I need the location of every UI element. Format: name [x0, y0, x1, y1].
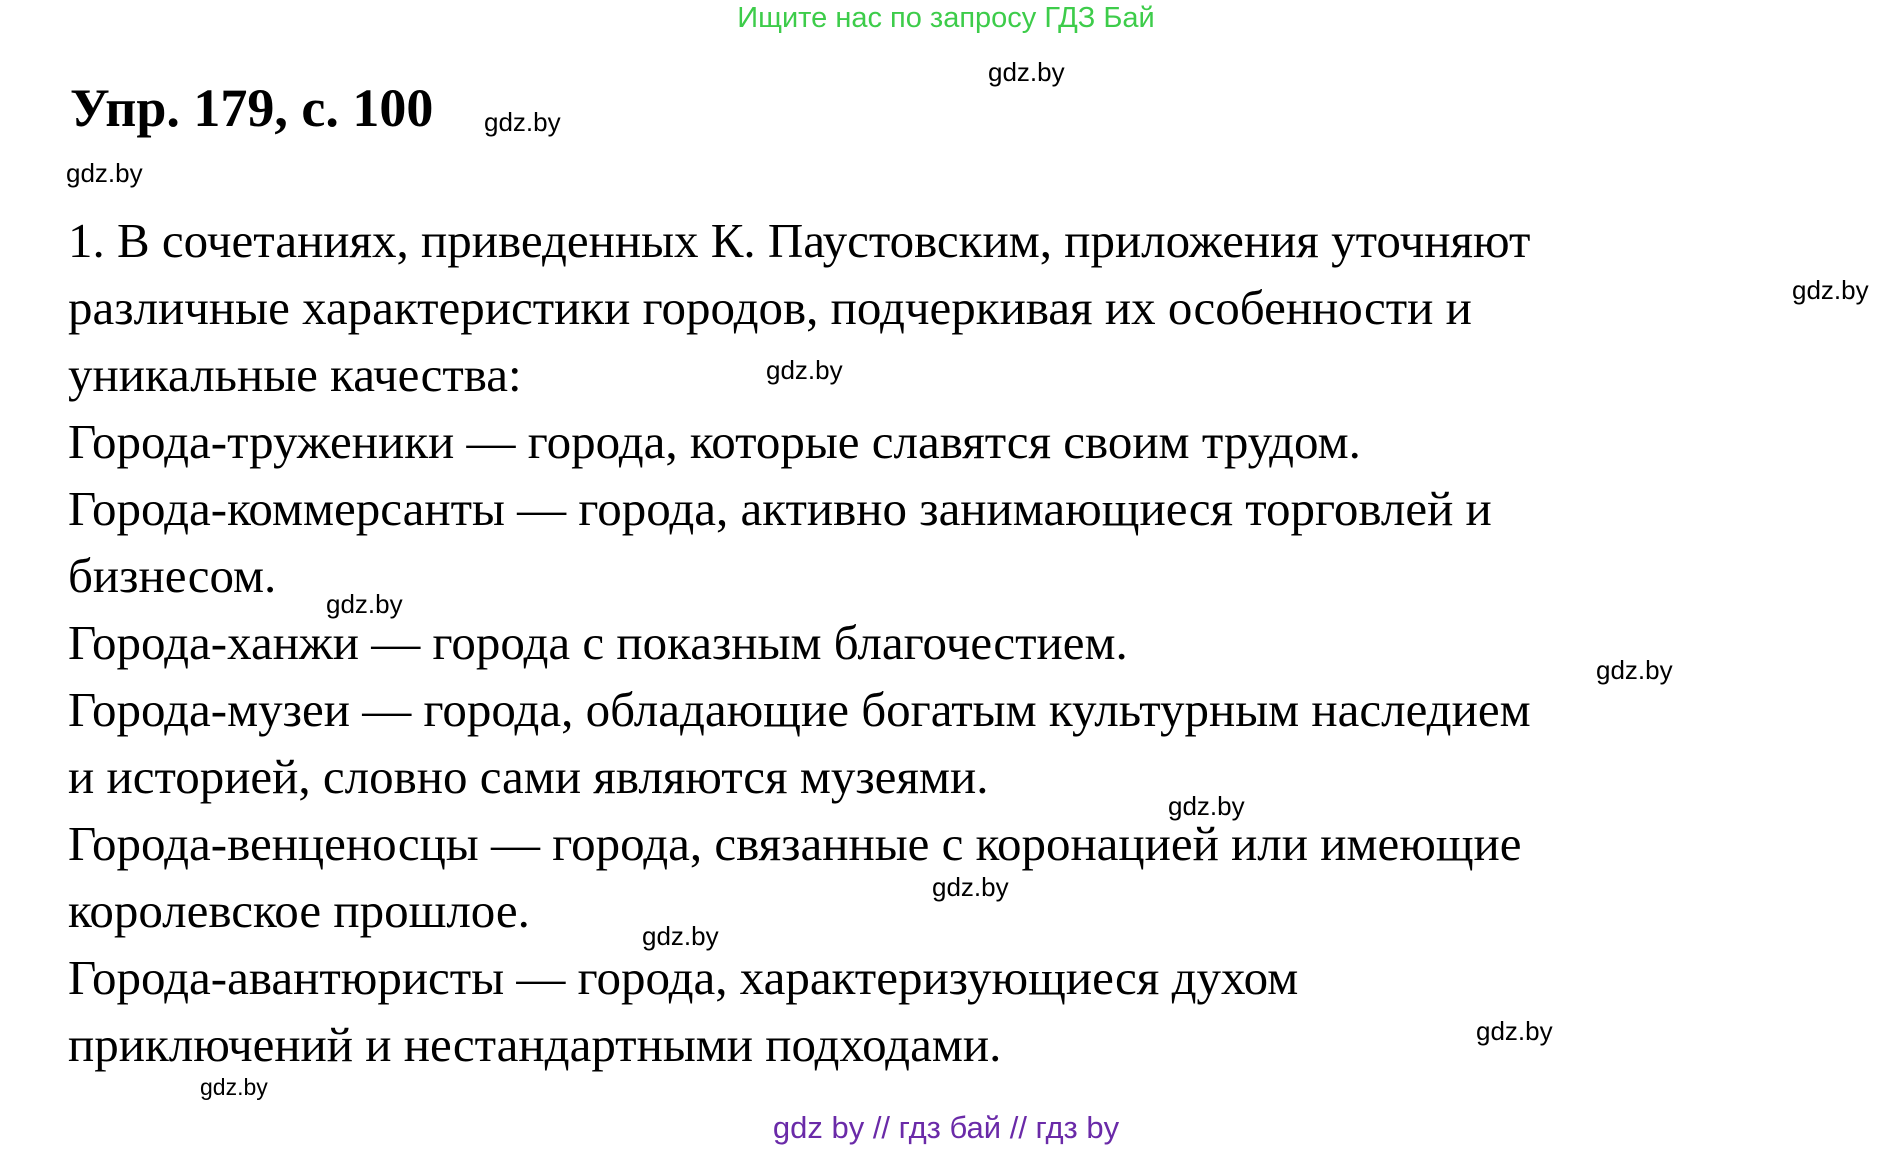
watermark: gdz.by: [1596, 655, 1673, 685]
text-line: уникальные качества:: [68, 347, 522, 402]
text-line: различные характеристики городов, подчеркивая их особенности и: [68, 280, 1472, 335]
watermark: gdz.by: [200, 1074, 268, 1100]
text-line: приключений и нестандартными подходами.: [68, 1017, 1002, 1072]
text-line: Города-музеи — города, обладающие богатым культурным наследием: [68, 682, 1531, 737]
footer-links: gdz by // гдз бай // гдз by: [772, 1110, 1120, 1145]
watermark: gdz.by: [1792, 275, 1869, 305]
text-line: Города-труженики — города, которые славятся своим трудом.: [68, 414, 1361, 469]
text-line: Города-венценосцы — города, связанные с коронацией или имеющие: [68, 816, 1522, 871]
watermark: gdz.by: [642, 921, 719, 951]
watermark: gdz.by: [1168, 791, 1245, 821]
watermark: gdz.by: [988, 57, 1065, 87]
text-line: 1. В сочетаниях, приведенных К. Паустовским, приложения уточняют: [68, 213, 1531, 268]
site-banner: Ищите нас по запросу ГДЗ Бай: [737, 2, 1155, 34]
text-line: Города-ханжи — города с показным благочестием.: [68, 615, 1128, 670]
text-line: и историей, словно сами являются музеями.: [68, 749, 989, 804]
watermark: gdz.by: [932, 872, 1009, 902]
watermark: gdz.by: [1476, 1016, 1553, 1046]
watermark: gdz.by: [66, 158, 143, 188]
watermark: gdz.by: [484, 107, 561, 137]
watermark: gdz.by: [326, 589, 403, 619]
text-line: Города-авантюристы — города, характеризующиеся духом: [68, 950, 1299, 1005]
text-line: бизнесом.: [68, 548, 277, 603]
text-line: Города-коммерсанты — города, активно занимающиеся торговлей и: [68, 481, 1492, 536]
exercise-heading: Упр. 179, с. 100: [70, 78, 434, 138]
watermark: gdz.by: [766, 355, 843, 385]
text-line: королевское прошлое.: [68, 883, 530, 938]
